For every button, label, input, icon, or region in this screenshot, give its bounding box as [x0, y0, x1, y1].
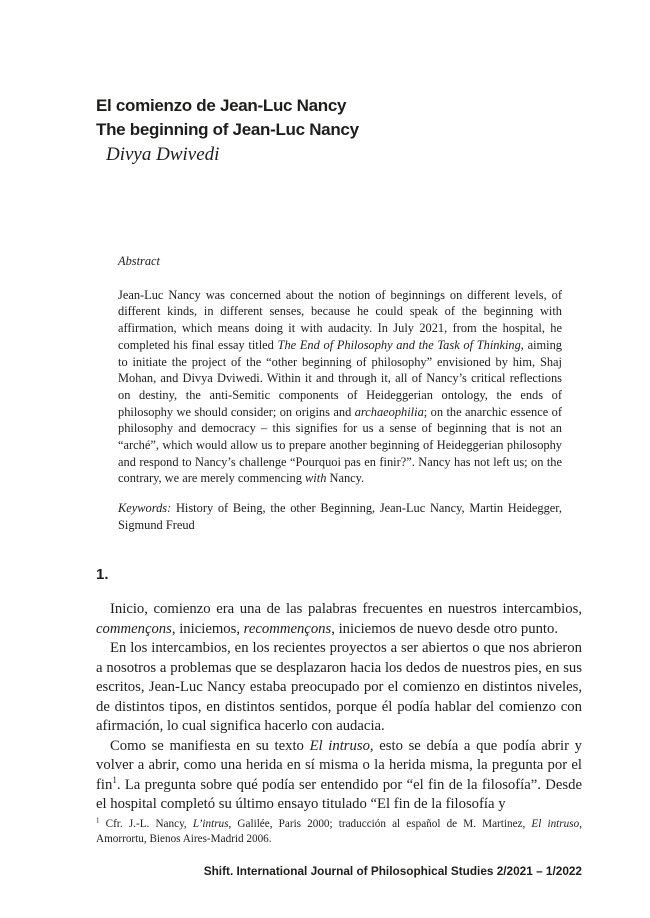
p1-text-a: Inicio, comienzo era una de las palabras frecuentes en nuestros intercambios, [110, 601, 582, 617]
journal-footer: Shift. International Journal of Philosophical Studies 2/2021 – 1/2022 [203, 864, 582, 878]
abstract-text [118, 287, 562, 487]
p3-text-c: . La pregunta sobre qué podía ser entendido por “el fin de la filosofía”. Desde el hospital completó su último ensayo titulado “El fin de la filosofía y [96, 776, 582, 812]
abstract-part1: Jean-Luc Nancy was concerned about the notion of beginnings on different levels, of different kinds, in different senses, because he could speak of the beginning with affirmation, which means doing it with audacity. In July 2021, from the hospital, he completed his final essay titled [118, 287, 562, 352]
abstract-heading: Abstract [118, 254, 160, 268]
abstract-part4: Nancy. [326, 471, 365, 486]
paragraph-2: En los intercambios, en los recientes proyectos a ser abiertos o que nos abrieron a nosotros a problemas que se desplazaron hacia los dedos de nuestros pies, en sus escritos, Jean-Luc Nancy estaba preocupado por el comienzo en distintos niveles, de distintos tipos, en distintos sentidos, porque él podía hablar del comienzo con afirmación, lo cual significa hacerlo con audacia. [96, 640, 582, 734]
title-spanish: El comienzo de Jean-Luc Nancy [96, 96, 347, 115]
footnote-text-c: , Amorrortu, Bienos Aires-Madrid 2006. [96, 818, 582, 845]
paragraph-3 [96, 737, 582, 815]
with-emphasis: with [305, 471, 327, 486]
p1-text-b: , iniciemos, [171, 620, 244, 637]
author-name: Divya Dwivedi [106, 144, 220, 165]
keywords-list: History of Being, the other Beginning, Jean-Luc Nancy, Martin Heidegger, Sigmund Freud [118, 501, 562, 532]
essay-title: The End of Philosophy and the Task of Thinking [277, 337, 521, 352]
p3-el-intruso: El intruso [309, 737, 370, 754]
body-text [96, 600, 582, 815]
section-number: 1. [96, 566, 109, 583]
abstract-section [118, 253, 562, 534]
p1-commencons: commençons [96, 620, 172, 637]
footnote-text-a: Cfr. J.-L. Nancy, [99, 818, 193, 830]
footnote-text-b: , Galilée, Paris 2000; traducción al español de M. Martinez, [228, 818, 532, 830]
title-english: The beginning of Jean-Luc Nancy [96, 120, 359, 139]
footnote-lintrus: L’intrus [192, 818, 229, 830]
p3-text-a: Como se manifiesta en su texto [110, 737, 310, 754]
footnote-ref: 1 [112, 774, 117, 785]
p3-text-b: , esto se debía a que podía abrir y volver a abrir, como una herida en sí misma o la herida misma, la pregunta por el fin [96, 737, 582, 793]
footnote-marker: 1 [96, 816, 100, 825]
abstract-part2: , aiming to initiate the project of the “other beginning of philosophy” envisioned by him, Shaj Mohan, and Divya Dviwedi. Within it and through it, all of Nancy’s critical reflections on destiny, the anti-Semitic components of Heideggerian ontology, the ends of philosophy we should consider; on origins and [118, 337, 563, 419]
p1-text-c: , iniciemos de nuevo desde otro punto. [331, 620, 559, 637]
paragraph-1 [96, 600, 582, 639]
abstract-part3: ; on the anarchic essence of philosophy and democracy – this signifies for us a sense of beginning that is not an “arché”, which would allow us to prepare another beginning of Heideggerian philosophy and respond to Nancy’s challenge “Pourquoi pas en finir?”. Nancy has not left us; on the contrary, we are merely commencing [118, 404, 563, 486]
footnote [96, 817, 582, 847]
article-header [96, 94, 576, 168]
keywords-label: Keywords: [118, 501, 172, 516]
keywords [118, 500, 562, 533]
p1-recommencons: recommençons [243, 620, 332, 637]
archaeophilia-term: archaeophilia [354, 404, 424, 419]
footnote-el-intruso: El intruso [531, 818, 580, 830]
